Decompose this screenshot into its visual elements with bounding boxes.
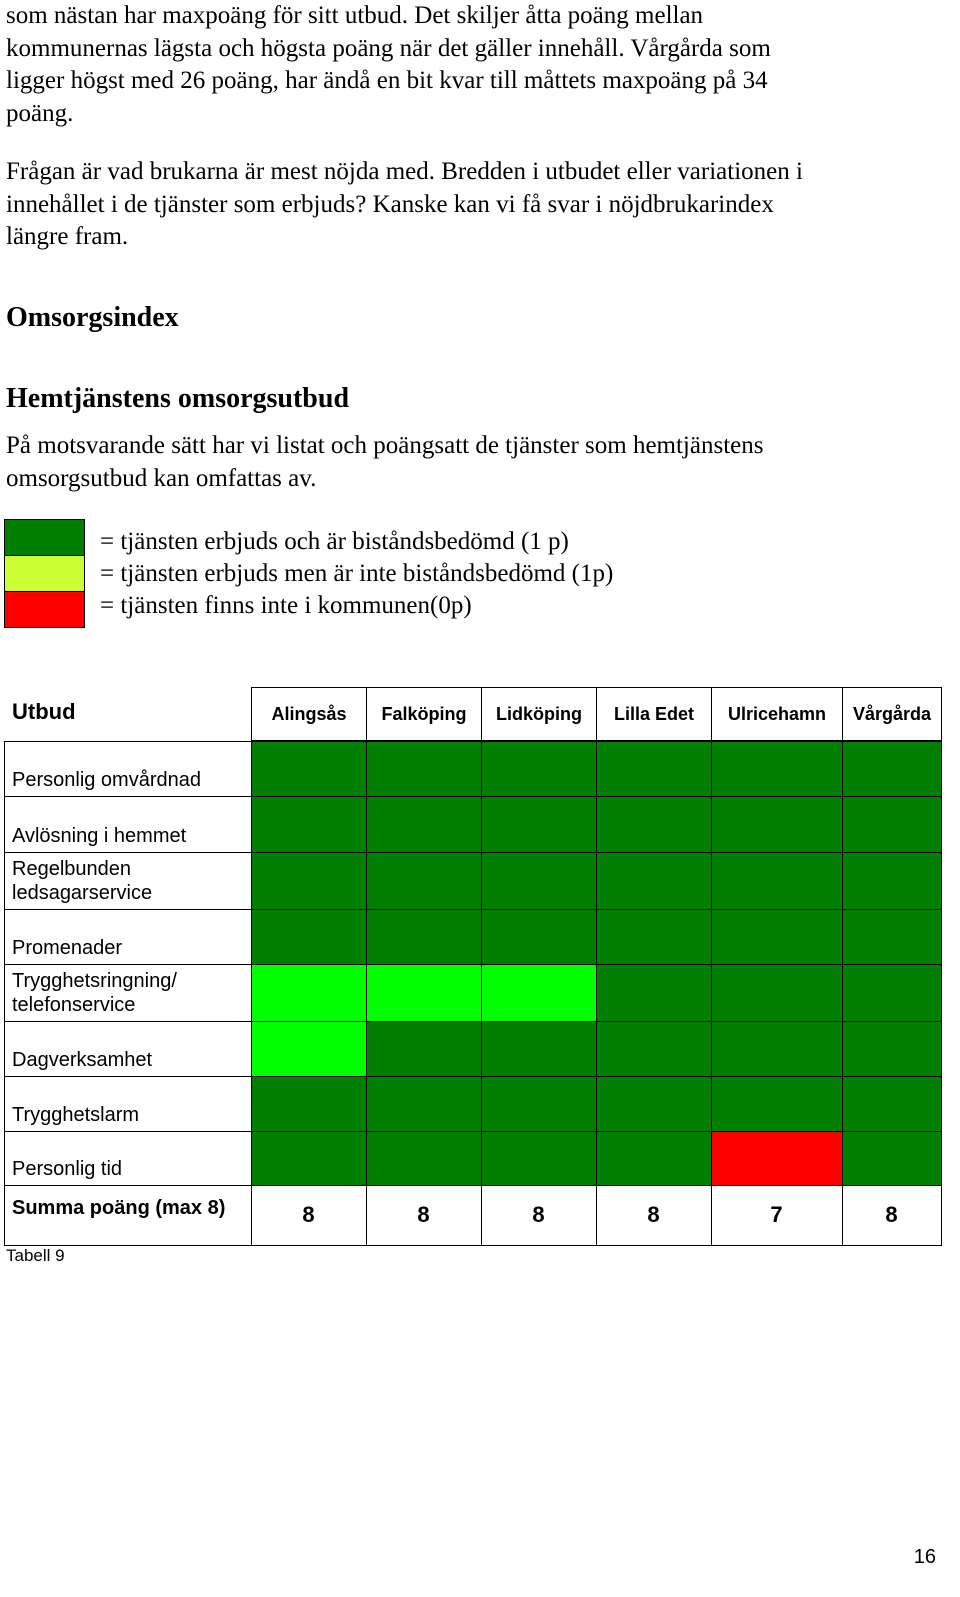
question-paragraph bbox=[6, 156, 936, 254]
status-cell bbox=[596, 964, 711, 1021]
status-cell bbox=[366, 852, 481, 909]
status-cell bbox=[596, 1131, 711, 1185]
text-line: omsorgsutbud kan omfattas av. bbox=[6, 464, 317, 492]
sum-value: 7 bbox=[770, 1202, 783, 1227]
status-cell bbox=[251, 852, 366, 909]
status-cell bbox=[842, 796, 941, 852]
text-line: längre fram. bbox=[6, 223, 129, 250]
status-cell bbox=[596, 796, 711, 852]
legend-label-not-assessed: = tjänsten erbjuds men är inte biståndsbedömd (1p) bbox=[100, 560, 614, 587]
page-number: 16 bbox=[913, 1546, 936, 1568]
status-cell bbox=[842, 1076, 941, 1131]
status-cell bbox=[481, 741, 596, 796]
status-cell bbox=[481, 852, 596, 909]
grid-line bbox=[481, 741, 482, 1246]
status-cell bbox=[481, 1021, 596, 1076]
legend-swatch-not-offered bbox=[4, 591, 85, 628]
table-caption: Tabell 9 bbox=[6, 1246, 65, 1265]
status-cell bbox=[596, 1021, 711, 1076]
grid-line bbox=[4, 1131, 942, 1132]
status-cell bbox=[366, 1131, 481, 1185]
status-cell bbox=[366, 1076, 481, 1131]
text-line: innehållet i de tjänster som erbjuds? Kanske kan vi få svar i nöjdbrukarindex bbox=[6, 190, 774, 218]
subsection-heading: Hemtjänstens omsorgsutbud bbox=[6, 383, 350, 414]
row-label: Trygghetsringning/ telefonservice bbox=[12, 970, 177, 1016]
grid-line bbox=[366, 741, 367, 1246]
description-paragraph bbox=[6, 430, 936, 495]
grid-line bbox=[4, 796, 942, 797]
status-cell bbox=[842, 909, 941, 964]
row-label: Personlig omvårdnad bbox=[12, 769, 201, 791]
status-cell bbox=[366, 741, 481, 796]
intro-paragraph bbox=[6, 0, 936, 130]
status-cell bbox=[481, 1131, 596, 1185]
grid-line bbox=[711, 741, 712, 1246]
status-cell bbox=[366, 964, 481, 1021]
status-cell bbox=[366, 909, 481, 964]
column-header: Lilla Edet bbox=[596, 687, 712, 741]
status-cell bbox=[711, 1076, 842, 1131]
column-header: Vårgårda bbox=[842, 687, 942, 741]
grid-line bbox=[4, 964, 942, 965]
status-cell bbox=[711, 1021, 842, 1076]
sum-value: 8 bbox=[885, 1202, 898, 1227]
status-cell bbox=[842, 1131, 941, 1185]
legend-swatch-not-assessed bbox=[4, 555, 85, 592]
status-cell bbox=[842, 741, 941, 796]
status-cell bbox=[251, 1131, 366, 1185]
column-header: Ulricehamn bbox=[711, 687, 843, 741]
status-cell bbox=[251, 796, 366, 852]
grid-line bbox=[941, 741, 942, 1246]
row-label: Promenader bbox=[12, 937, 123, 959]
sum-value: 8 bbox=[302, 1202, 315, 1227]
status-cell bbox=[711, 852, 842, 909]
grid-line bbox=[4, 1185, 942, 1186]
grid-line bbox=[4, 1021, 942, 1022]
row-label: Dagverksamhet bbox=[12, 1049, 153, 1071]
status-cell bbox=[481, 1076, 596, 1131]
status-cell bbox=[711, 796, 842, 852]
text-line: som nästan har maxpoäng för sitt utbud. Det skiljer åtta poäng mellan bbox=[6, 2, 704, 29]
grid-line bbox=[4, 1245, 942, 1246]
text-line: ligger högst med 26 poäng, har ändå en bit kvar till måttets maxpoäng på 34 bbox=[6, 67, 768, 94]
status-cell bbox=[711, 964, 842, 1021]
grid-line bbox=[596, 741, 597, 1246]
section-heading: Omsorgsindex bbox=[6, 302, 179, 333]
status-cell bbox=[596, 852, 711, 909]
column-header: Falköping bbox=[366, 687, 482, 741]
status-cell bbox=[251, 1076, 366, 1131]
status-cell bbox=[251, 1021, 366, 1076]
status-cell bbox=[481, 796, 596, 852]
grid-line bbox=[842, 741, 843, 1246]
status-cell bbox=[251, 964, 366, 1021]
status-cell bbox=[842, 964, 941, 1021]
status-cell bbox=[711, 1131, 842, 1185]
status-cell bbox=[596, 741, 711, 796]
column-header: Alingsås bbox=[251, 687, 367, 741]
legend-label-assessed: = tjänsten erbjuds och är biståndsbedömd (1 p) bbox=[100, 528, 569, 555]
row-label: Trygghetslarm bbox=[12, 1104, 140, 1126]
status-cell bbox=[711, 909, 842, 964]
text-line: På motsvarande sätt har vi listat och poängsatt de tjänster som hemtjänstens bbox=[6, 432, 764, 459]
sum-label: Summa poäng (max 8) bbox=[12, 1197, 226, 1219]
status-cell bbox=[596, 909, 711, 964]
status-cell bbox=[481, 964, 596, 1021]
grid-line bbox=[4, 852, 942, 853]
sum-value: 8 bbox=[647, 1202, 660, 1227]
grid-line bbox=[4, 909, 942, 910]
grid-line bbox=[4, 741, 5, 1246]
column-header: Lidköping bbox=[481, 687, 597, 741]
row-label: Regelbunden ledsagarservice bbox=[12, 858, 153, 904]
sum-value: 8 bbox=[417, 1202, 430, 1227]
text-line: Frågan är vad brukarna är mest nöjda med. Bredden i utbudet eller variationen i bbox=[6, 158, 803, 185]
sum-value: 8 bbox=[532, 1202, 545, 1227]
status-cell bbox=[366, 796, 481, 852]
row-label: Avlösning i hemmet bbox=[12, 825, 187, 847]
status-cell bbox=[481, 909, 596, 964]
grid-line bbox=[4, 741, 942, 742]
status-cell bbox=[842, 852, 941, 909]
grid-line bbox=[4, 1076, 942, 1077]
status-cell bbox=[596, 1076, 711, 1131]
table-header-utbud: Utbud bbox=[12, 699, 76, 724]
status-cell bbox=[251, 909, 366, 964]
legend-swatch-assessed bbox=[4, 519, 85, 556]
status-cell bbox=[711, 741, 842, 796]
services-table bbox=[4, 687, 942, 1246]
status-cell bbox=[251, 741, 366, 796]
status-cell bbox=[842, 1021, 941, 1076]
status-cell bbox=[366, 1021, 481, 1076]
text-line: poäng. bbox=[6, 99, 74, 127]
legend-label-not-offered: = tjänsten finns inte i kommunen(0p) bbox=[100, 592, 472, 619]
text-line: kommunernas lägsta och högsta poäng när det gäller innehåll. Vårgårda som bbox=[6, 34, 771, 62]
row-label: Personlig tid bbox=[12, 1158, 123, 1180]
grid-line bbox=[251, 741, 252, 1246]
